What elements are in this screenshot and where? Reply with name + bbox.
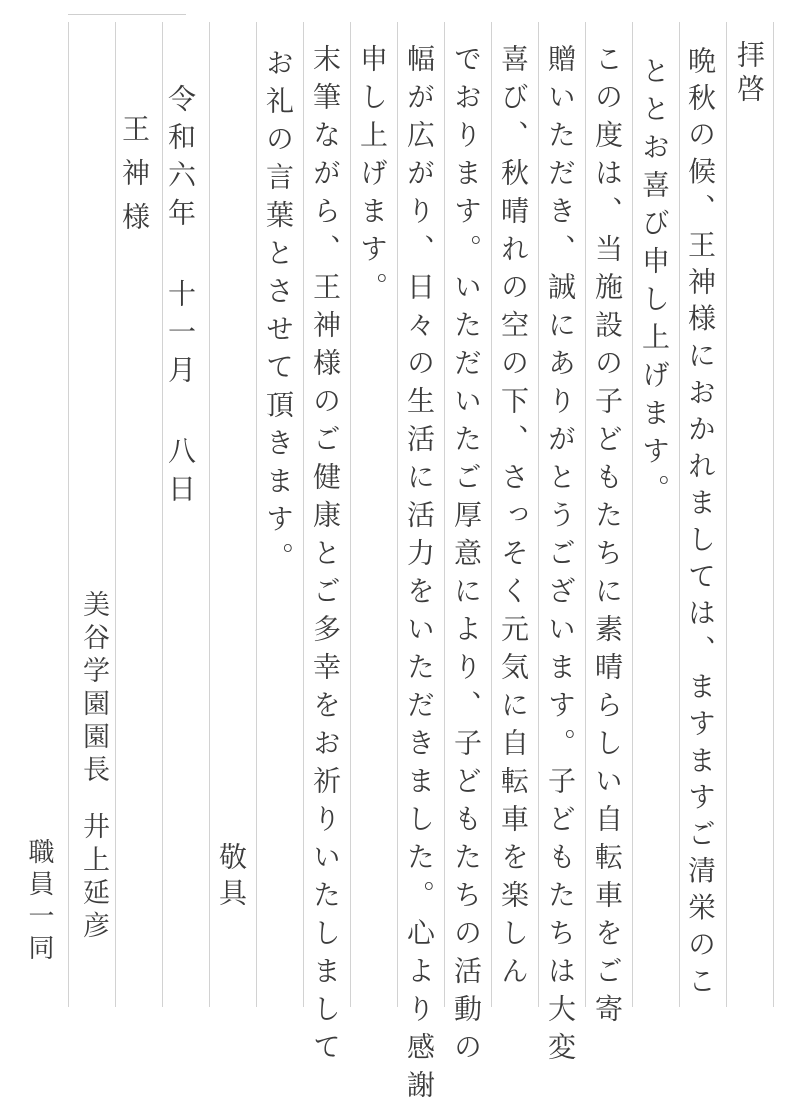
letter-addressee: 王神様: [118, 114, 151, 246]
ruled-line: [115, 22, 116, 1007]
ruled-line: [68, 22, 69, 1007]
letter-line: 末筆ながら、王神様のご健康とご多幸をお祈りいたしまして: [309, 44, 342, 1070]
letter-date: 令和六年 十一月 八日: [164, 84, 197, 512]
ruled-line: [632, 22, 633, 1007]
letter-closing: 敬具: [215, 842, 248, 914]
letter-line: 申し上げます。: [356, 44, 389, 310]
letter-line: 幅が広がり、日々の生活に活力をいただきました。心より感謝: [403, 44, 436, 1108]
ruled-line: [444, 22, 445, 1007]
ruled-line: [256, 22, 257, 1007]
sender-organization: 美谷学園園長: [78, 590, 109, 788]
letter-line: この度は、当施設の子どもたちに素晴らしい自転車をご寄: [591, 44, 624, 1032]
sender-staff: 職員一同: [24, 838, 54, 966]
sender-name: 井上延彦: [78, 812, 109, 944]
letter-line: 晩秋の候、王神様におかれましては、ますますご清栄のこ: [684, 46, 717, 1003]
ruled-line: [679, 22, 680, 1007]
ruled-line: [303, 22, 304, 1007]
ruled-line: [491, 22, 492, 1007]
ruled-line: [162, 22, 163, 1007]
ruled-line: [538, 22, 539, 1007]
top-rule: [68, 14, 186, 15]
ruled-line: [350, 22, 351, 1007]
letter-line: でおります。いただいたご厚意により、子どもたちの活動の: [450, 44, 483, 1070]
ruled-line: [397, 22, 398, 1007]
letter-line: ととお喜び申し上げます。: [638, 56, 671, 512]
letter-line: 贈いただき、誠にありがとうございます。子どもたちは大変: [544, 44, 577, 1070]
letter-opening: 拝啓: [733, 40, 766, 108]
letter-line: お礼の言葉とさせて頂きます。: [262, 48, 295, 580]
ruled-line: [726, 22, 727, 1007]
ruled-line: [585, 22, 586, 1007]
ruled-line: [773, 22, 774, 1007]
letter-line: 喜び、秋晴れの空の下、さっそく元気に自転車を楽しん: [497, 44, 530, 994]
ruled-line: [209, 22, 210, 1007]
